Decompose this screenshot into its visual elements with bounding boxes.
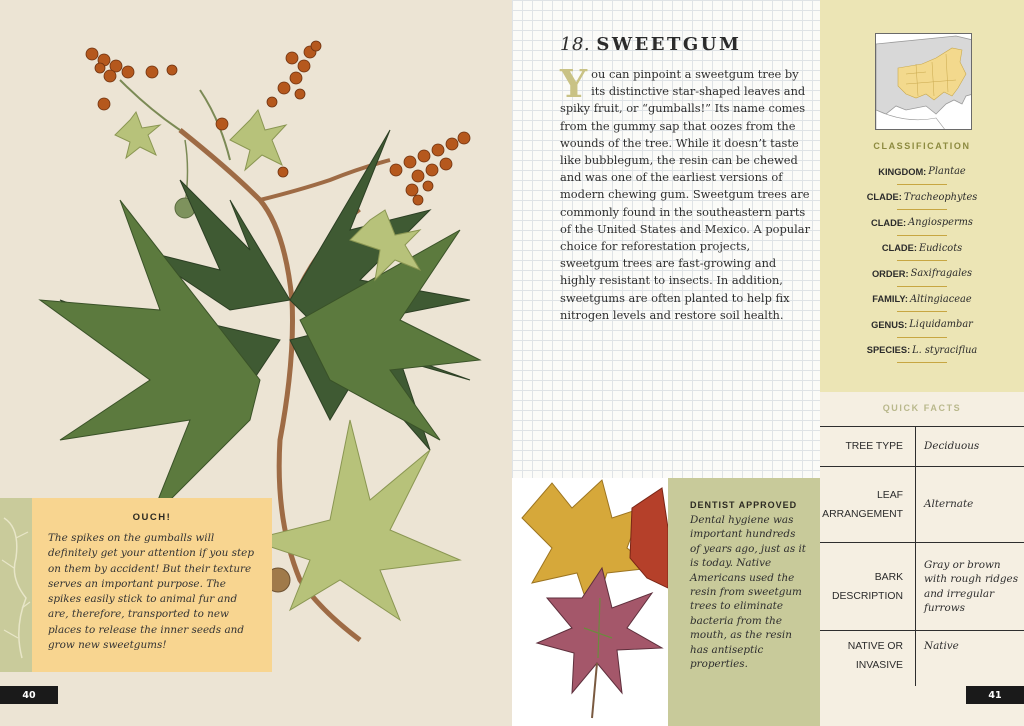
- classification-row: [820, 185, 1024, 211]
- class-key: CLADE:: [871, 217, 907, 228]
- dentist-title: DENTIST APPROVED: [690, 500, 798, 510]
- entry-number: 18.: [560, 34, 591, 55]
- class-key: KINGDOM:: [878, 166, 927, 177]
- ouch-title: OUCH!: [132, 512, 172, 523]
- fact-key: NATIVE OR INVASIVE: [820, 631, 916, 686]
- quick-facts-row: [820, 630, 1024, 686]
- classification-row: [820, 261, 1024, 287]
- class-key: CLADE:: [866, 192, 902, 203]
- class-value: Liquidambar: [909, 319, 973, 331]
- page-number-left: 40: [0, 686, 58, 704]
- class-value: Plantae: [928, 166, 966, 178]
- class-key: GENUS:: [871, 319, 908, 330]
- class-value: Saxifragales: [910, 268, 973, 280]
- quick-facts-title: QUICK FACTS: [882, 403, 962, 413]
- ouch-side-panel: [0, 498, 32, 672]
- class-value: Altingiaceae: [909, 293, 972, 305]
- fact-value: Alternate: [924, 498, 974, 511]
- class-key: CLADE:: [881, 243, 917, 254]
- classification-row: [820, 287, 1024, 313]
- quick-facts-row: [820, 542, 1024, 630]
- fact-key: BARK DESCRIPTION: [820, 543, 916, 630]
- entry-title: [560, 34, 741, 55]
- classification-row: [820, 159, 1024, 185]
- dentist-text: Dental hygiene was important hundreds of years ago, just as it is today. Native Americans used the resin from sweetgum trees to eliminate bacteria from the mouth, as the resin has antiseptic properties.: [690, 514, 806, 671]
- class-value: Eudicots: [918, 242, 963, 254]
- grid-text-area: [512, 0, 820, 478]
- classification-panel: [820, 0, 1024, 392]
- classification-title: CLASSIFICATION: [873, 141, 971, 151]
- range-map: [875, 33, 972, 130]
- fact-value: Deciduous: [924, 440, 980, 453]
- drop-cap: Y: [560, 61, 588, 106]
- fact-key: LEAF ARRANGEMENT: [820, 467, 916, 542]
- ouch-text: The spikes on the gumballs will definitely get your attention if you step on them by accident! But their texture serves an important purpose. The spikes easily stick to animal fur and are, therefore, transported to new places to release the inner seeds and grow new sweetgums!: [48, 532, 254, 652]
- class-value: L. styraciflua: [912, 344, 978, 356]
- class-key: ORDER:: [871, 268, 909, 279]
- class-value: Tracheophytes: [903, 191, 978, 203]
- quick-facts-table: [820, 392, 1024, 686]
- class-value: Angiosperms: [908, 217, 973, 229]
- class-key: SPECIES:: [866, 345, 911, 356]
- classification-row: [820, 210, 1024, 236]
- dentist-approved-callout: [668, 478, 820, 726]
- autumn-leaves-illustration: [512, 478, 668, 726]
- quick-facts-row: [820, 466, 1024, 542]
- leaf-pattern-icon: [0, 498, 32, 672]
- page-number-right: 41: [966, 686, 1024, 704]
- fact-value: Gray or brown with rough ridges and irregular furrows: [924, 558, 1019, 614]
- autumn-leaves-image: [512, 478, 668, 726]
- entry-body: [560, 61, 812, 324]
- right-page: [512, 0, 1024, 726]
- fact-value: Native: [924, 640, 959, 652]
- classification-list: [820, 159, 1024, 363]
- entry-name: SWEETGUM: [596, 34, 742, 55]
- classification-row: [820, 312, 1024, 338]
- entry-body-text: ou can pinpoint a sweetgum tree by its distinctive star-shaped leaves and spiky fruit, or “gumballs!” Its name comes from the gummy sap that oozes from the wounds of the tree. While it doesn’t taste like bubblegum, the resin can be chewed and was one of the earliest versions of modern chewing gum. Sweetgum trees are commonly found in the southeastern parts of the United States and Mexico. A popular choice for reforestation projects, sweetgum trees are fast-growing and highly resistant to insects. In addition, sweetgums are often planted to help fix nitrogen levels and restore soil health.: [560, 67, 811, 322]
- classification-row: [820, 236, 1024, 262]
- quick-facts-row: [820, 426, 1024, 466]
- ouch-callout: [32, 498, 272, 672]
- classification-row: [820, 338, 1024, 364]
- class-key: FAMILY:: [872, 294, 908, 305]
- fact-key: TREE TYPE: [820, 427, 916, 466]
- us-range-map-icon: [876, 34, 972, 130]
